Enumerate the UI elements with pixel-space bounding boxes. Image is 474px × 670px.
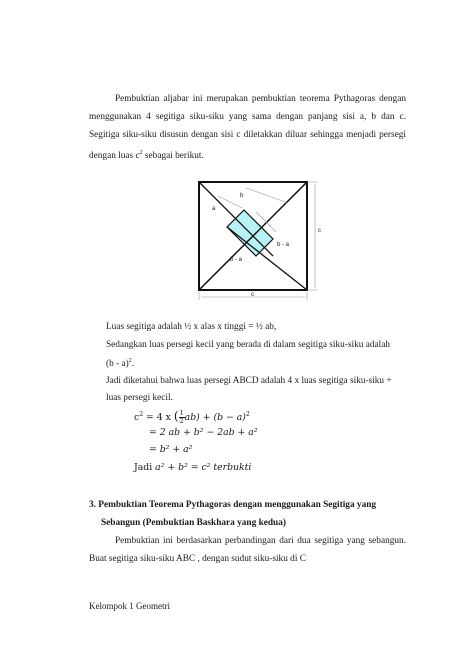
equation-conclusion — [134, 462, 251, 473]
equation-1: $c^2 = 4$ x ( $\frac{1}{2}$ $ab) + (b - a)^2$ — [134, 409, 250, 426]
jadi-prefix: Jadi — [134, 462, 156, 473]
section-3-title: 3. Pembuktian Teorema Pythagoras dengan menggunakan Segitiga yang — [89, 500, 377, 510]
sedangkan-line-2 — [106, 358, 134, 369]
label-a: a — [212, 206, 216, 212]
eq1-sup: 2 — [245, 411, 250, 418]
section-3-heading — [89, 496, 406, 532]
sedangkan-base: (b - a) — [106, 359, 129, 370]
sedangkan-line-1: Sedangkan luas persegi kecil yang berada di dalam segitiga siku-siku adalah — [106, 340, 390, 350]
jadi-line-2: luas persegi kecil. — [106, 393, 173, 403]
label-c-bottom: c — [251, 292, 254, 298]
page-footer: Kelompok 1 Geometri — [89, 601, 170, 611]
triangle-line-1 — [199, 182, 273, 256]
frac-num: 1 — [179, 409, 184, 418]
section-3-title-cont: Sebangun (Pembuktian Baskhara yang kedua) — [101, 518, 286, 528]
label-c-right: c — [318, 228, 321, 234]
eq1-mid: = 4 x — [143, 412, 174, 424]
sedangkan-end: . — [131, 359, 135, 370]
label-b-minus-a-right: b - a — [277, 242, 290, 248]
sedangkan-sup: 2 — [128, 358, 132, 364]
terbukti-label: terbukti — [210, 462, 252, 473]
jadi-equation: a² + b² = c² — [155, 462, 211, 473]
equation-2: = 2 ab + b² − 2ab + a² — [149, 427, 258, 438]
eq1-rest: ab) + (b − a) — [184, 412, 246, 424]
jadi-line-1: Jadi diketahui bahwa luas persegi ABCD adalah 4 x luas segitiga siku-siku + — [106, 376, 392, 386]
label-b-minus-a-left: b - a — [230, 257, 243, 263]
intro-tail: sebagai berikut. — [142, 151, 204, 162]
label-b-top: b — [240, 193, 244, 199]
section-3-paragraph: Pembuktian ini berdasarkan perbandingan dari dua segitiga yang sebangun. Buat segitiga siku-siku ABC , dengan sudut siku-siku di C — [89, 536, 406, 564]
equation-3: = b² + a² — [149, 444, 193, 455]
luas-segitiga-line: Luas segitiga adalah ½ x alas x tinggi = ½ ab, — [106, 322, 277, 332]
frac-den: 2 — [179, 417, 184, 426]
eq1-lhs: c — [134, 412, 140, 424]
eq1-lhs-sup: 2 — [139, 411, 144, 418]
intro-superscript: 2 — [139, 150, 143, 156]
intro-text: Pembuktian aljabar ini merupakan pembuktian teorema Pythagoras dengan menggunakan 4 segitiga siku-siku yang sama dengan panjang sisi a, b dan c. Segitiga siku-siku disusun dengan sisi c diletakkan diluar sehingga menjadi persegi dengan luas c — [89, 94, 406, 162]
